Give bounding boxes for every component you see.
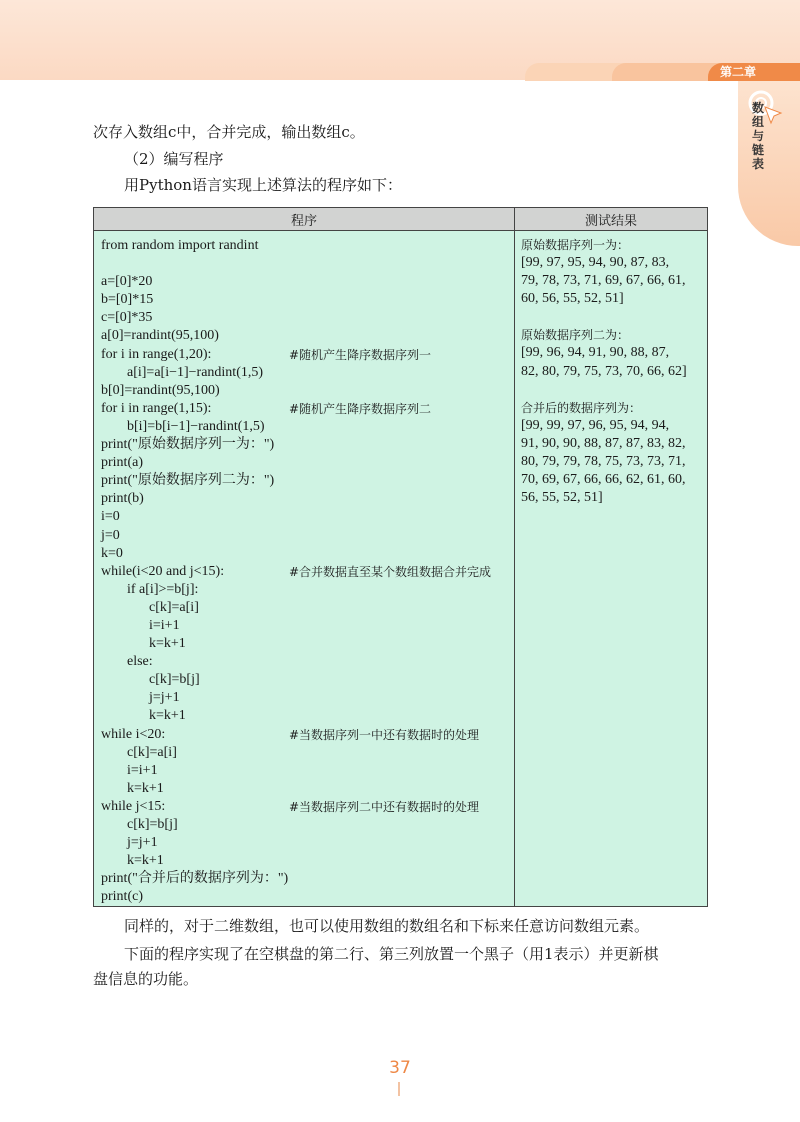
program-table bbox=[93, 207, 708, 907]
code-line bbox=[101, 563, 514, 581]
code-line bbox=[101, 273, 514, 291]
page-number: 37 bbox=[389, 1058, 411, 1078]
code-text: c[k]=a[i] bbox=[149, 599, 199, 615]
code-comment: #当数据序列二中还有数据时的处理 bbox=[289, 799, 480, 814]
code-text: i=0 bbox=[101, 509, 120, 525]
code-text: i=i+1 bbox=[127, 762, 158, 778]
code-comment: #当数据序列一中还有数据时的处理 bbox=[289, 727, 480, 742]
code-text: else: bbox=[127, 654, 153, 670]
code-text: print(a) bbox=[101, 455, 143, 471]
code-line bbox=[101, 852, 514, 870]
code-line bbox=[101, 653, 514, 671]
paragraph-4: 同样的，对于二维数组，也可以使用数组的数组名和下标来任意访问数组元素。 bbox=[124, 917, 650, 935]
code-line bbox=[101, 888, 514, 906]
code-text: print(b) bbox=[101, 491, 144, 507]
code-text: k=0 bbox=[101, 545, 123, 561]
code-line bbox=[101, 382, 514, 400]
code-line bbox=[101, 870, 514, 888]
code-text: from random import randint bbox=[101, 238, 259, 253]
code-text: print("原始数据序列一为：") bbox=[101, 437, 275, 453]
code-text: for i in range(1,15): bbox=[101, 400, 212, 416]
code-line bbox=[101, 364, 514, 382]
code-text: a[i]=a[i−1]−randint(1,5) bbox=[127, 364, 264, 380]
code-line bbox=[101, 508, 514, 526]
result-label: 原始数据序列一为： bbox=[521, 238, 630, 252]
paragraph-6: 盘信息的功能。 bbox=[93, 970, 199, 988]
code-block bbox=[94, 231, 514, 906]
code-line bbox=[101, 490, 514, 508]
code-line bbox=[101, 726, 514, 744]
code-line bbox=[101, 309, 514, 327]
paragraph-2: （2）编写程序 bbox=[124, 150, 224, 168]
code-line bbox=[101, 780, 514, 798]
code-line bbox=[101, 237, 514, 255]
code-comment: #随机产生降序数据序列二 bbox=[289, 401, 432, 416]
result-line: [99, 97, 95, 94, 90, 87, 83, bbox=[521, 255, 670, 271]
code-text: print("原始数据序列二为：") bbox=[101, 473, 275, 489]
code-line bbox=[101, 744, 514, 762]
code-text: print(c) bbox=[101, 889, 143, 905]
code-text: j=j+1 bbox=[127, 835, 158, 851]
code-line bbox=[101, 816, 514, 834]
code-line bbox=[101, 798, 514, 816]
result-line: 80, 79, 79, 78, 75, 73, 73, 71, bbox=[521, 453, 686, 469]
result-group bbox=[521, 236, 703, 308]
code-text: b=[0]*15 bbox=[101, 292, 154, 308]
code-line bbox=[101, 527, 514, 545]
result-group bbox=[521, 326, 703, 380]
code-text: k=k+1 bbox=[127, 780, 164, 796]
code-text: j=0 bbox=[101, 527, 120, 543]
paragraph-1: 次存入数组c中，合并完成，输出数组c。 bbox=[93, 123, 365, 141]
code-text: while i<20: bbox=[101, 726, 166, 742]
result-line: [99, 96, 94, 91, 90, 88, 87, bbox=[521, 345, 670, 361]
code-line bbox=[101, 400, 514, 418]
code-text: k=k+1 bbox=[149, 708, 186, 724]
code-line bbox=[101, 635, 514, 653]
code-line bbox=[101, 346, 514, 364]
result-cell bbox=[515, 231, 708, 907]
code-line bbox=[101, 291, 514, 309]
code-text: c=[0]*35 bbox=[101, 310, 153, 326]
table-header-row bbox=[94, 208, 708, 231]
result-block bbox=[515, 231, 707, 507]
result-line: 70, 69, 67, 66, 66, 62, 61, 60, bbox=[521, 472, 686, 488]
result-line: 91, 90, 90, 88, 87, 87, 83, 82, bbox=[521, 435, 686, 451]
program-column-header: 程序 bbox=[94, 208, 515, 231]
side-chapter-title: 数组与链表 bbox=[752, 101, 765, 171]
page-number-tick bbox=[398, 1082, 400, 1096]
result-line: 56, 55, 52, 51] bbox=[521, 490, 603, 506]
code-line bbox=[101, 418, 514, 436]
code-text: i=i+1 bbox=[149, 617, 180, 633]
code-text: if a[i]>=b[j]: bbox=[127, 581, 199, 597]
code-line bbox=[101, 327, 514, 345]
result-column-header: 测试结果 bbox=[515, 208, 708, 231]
paragraph-5: 下面的程序实现了在空棋盘的第二行、第三列放置一个黑子（用1表示）并更新棋 bbox=[124, 945, 659, 963]
code-text: b[0]=randint(95,100) bbox=[101, 382, 220, 398]
program-cell bbox=[94, 231, 515, 907]
code-text: for i in range(1,20): bbox=[101, 346, 212, 362]
code-line bbox=[101, 255, 514, 273]
table-body-row bbox=[94, 231, 708, 907]
result-group bbox=[521, 399, 703, 508]
code-text: while(i<20 and j<15): bbox=[101, 563, 225, 579]
result-line: 82, 80, 79, 75, 73, 70, 66, 62] bbox=[521, 363, 687, 379]
code-line bbox=[101, 472, 514, 490]
code-line bbox=[101, 599, 514, 617]
code-line bbox=[101, 545, 514, 563]
paragraph-3: 用Python语言实现上述算法的程序如下： bbox=[124, 176, 402, 194]
code-line bbox=[101, 707, 514, 725]
code-text: print("合并后的数据序列为：") bbox=[101, 871, 289, 887]
code-text: while j<15: bbox=[101, 798, 166, 814]
code-text: k=k+1 bbox=[127, 853, 164, 869]
result-line: [99, 99, 97, 96, 95, 94, 94, bbox=[521, 417, 670, 433]
code-line bbox=[101, 689, 514, 707]
code-text: j=j+1 bbox=[149, 690, 180, 706]
code-text: a=[0]*20 bbox=[101, 274, 153, 290]
code-text: b[i]=b[i−1]−randint(1,5) bbox=[127, 418, 265, 434]
code-comment: #合并数据直至某个数组数据合并完成 bbox=[289, 564, 492, 579]
code-text: c[k]=b[j] bbox=[127, 817, 178, 832]
code-text: a[0]=randint(95,100) bbox=[101, 328, 219, 344]
code-line bbox=[101, 671, 514, 689]
chapter-tab: 第二章 bbox=[708, 63, 800, 81]
code-line bbox=[101, 834, 514, 852]
code-line bbox=[101, 617, 514, 635]
result-label: 合并后的数据序列为： bbox=[521, 400, 642, 415]
code-line bbox=[101, 581, 514, 599]
result-line: 60, 56, 55, 52, 51] bbox=[521, 291, 624, 307]
result-label: 原始数据序列二为： bbox=[521, 328, 630, 343]
code-line bbox=[101, 436, 514, 454]
code-text: c[k]=b[j] bbox=[149, 672, 200, 688]
code-text: c[k]=a[i] bbox=[127, 744, 177, 760]
code-line bbox=[101, 454, 514, 472]
code-line bbox=[101, 762, 514, 780]
code-text: k=k+1 bbox=[149, 636, 186, 652]
code-comment: #随机产生降序数据序列一 bbox=[289, 347, 432, 362]
result-line: 79, 78, 73, 71, 69, 67, 66, 61, bbox=[521, 273, 686, 289]
